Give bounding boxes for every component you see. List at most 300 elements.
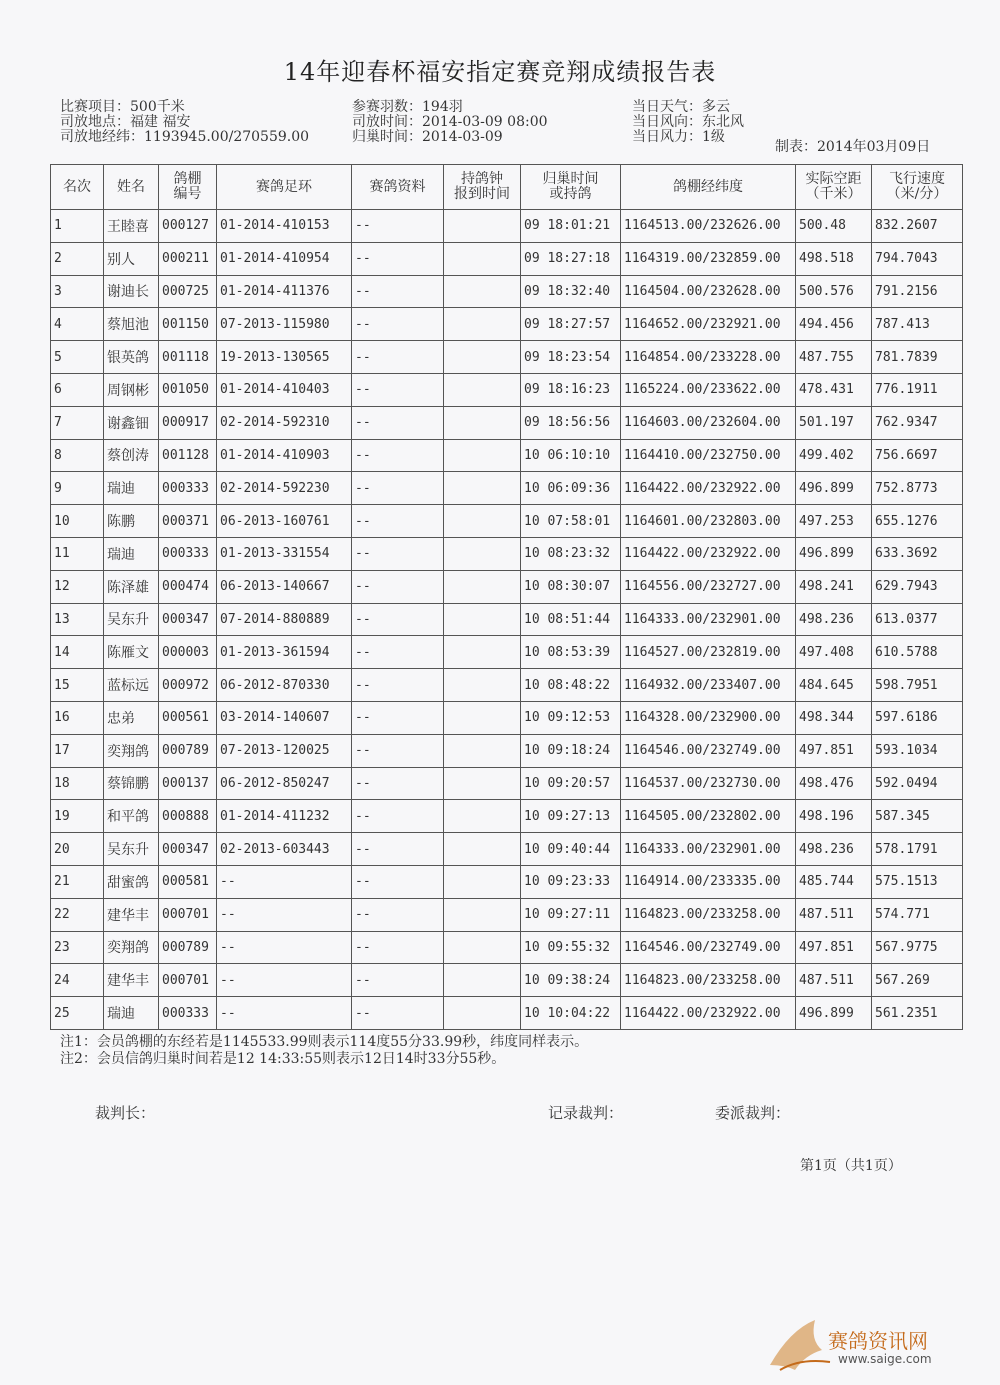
table-cell: 02-2014-592310	[217, 406, 352, 439]
table-cell: 5	[51, 341, 104, 374]
table-cell: 01-2014-410954	[217, 242, 352, 275]
table-cell: 574.771	[872, 898, 963, 931]
table-cell: 001118	[159, 341, 217, 374]
table-cell: 000888	[159, 800, 217, 833]
table-cell: --	[352, 210, 444, 243]
signature-delegate: 委派裁判：	[715, 1104, 791, 1122]
table-cell: --	[352, 701, 444, 734]
table-cell: 10 09:27:11	[521, 898, 621, 931]
table-cell: 794.7043	[872, 242, 963, 275]
table-cell: 17	[51, 734, 104, 767]
table-cell: 1164422.00/232922.00	[621, 537, 796, 570]
table-cell: 1164328.00/232900.00	[621, 701, 796, 734]
table-cell: 01-2014-411376	[217, 275, 352, 308]
table-cell: 10 09:40:44	[521, 833, 621, 866]
table-cell: 8	[51, 439, 104, 472]
table-cell	[444, 341, 521, 374]
table-cell: 1164652.00/232921.00	[621, 308, 796, 341]
table-cell: 494.456	[796, 308, 872, 341]
table-cell: --	[217, 865, 352, 898]
table-cell	[444, 636, 521, 669]
table-cell: 23	[51, 931, 104, 964]
table-cell: 000371	[159, 505, 217, 538]
table-cell: 629.7943	[872, 570, 963, 603]
table-cell: 498.236	[796, 603, 872, 636]
table-cell: 496.899	[796, 997, 872, 1030]
table-cell: --	[217, 997, 352, 1030]
table-cell: 498.476	[796, 767, 872, 800]
table-cell: 561.2351	[872, 997, 963, 1030]
table-cell	[444, 537, 521, 570]
table-cell	[444, 931, 521, 964]
table-cell: 4	[51, 308, 104, 341]
header-cell: 实际空距 （千米）	[796, 165, 872, 210]
table-cell: 10 09:23:33	[521, 865, 621, 898]
table-cell	[444, 373, 521, 406]
table-cell: 01-2014-410153	[217, 210, 352, 243]
table-cell: 10 07:58:01	[521, 505, 621, 538]
note-1: 注1：会员鸽棚的东经若是1145533.99则表示114度55分33.99秒，纬度同样表示。	[60, 1034, 589, 1050]
table-cell: 1164333.00/232901.00	[621, 833, 796, 866]
table-cell: 谢迪长	[104, 275, 159, 308]
table-cell: 498.196	[796, 800, 872, 833]
table-cell: 陈雁文	[104, 636, 159, 669]
table-cell: 06-2012-870330	[217, 669, 352, 702]
table-cell: 1164854.00/233228.00	[621, 341, 796, 374]
header-cell: 持鸽钟 报到时间	[444, 165, 521, 210]
table-cell: 1164601.00/232803.00	[621, 505, 796, 538]
table-cell: 500.576	[796, 275, 872, 308]
table-cell: 487.755	[796, 341, 872, 374]
table-row	[51, 800, 963, 833]
table-cell: --	[352, 669, 444, 702]
table-cell: 497.253	[796, 505, 872, 538]
table-cell: --	[352, 439, 444, 472]
table-cell: --	[352, 636, 444, 669]
table-cell: --	[217, 964, 352, 997]
table-cell: 587.345	[872, 800, 963, 833]
signature-chief: 裁判长：	[95, 1104, 156, 1122]
results-table	[50, 164, 963, 1030]
table-cell: 9	[51, 472, 104, 505]
table-cell: 593.1034	[872, 734, 963, 767]
table-cell: 597.6186	[872, 701, 963, 734]
table-cell: 01-2014-410903	[217, 439, 352, 472]
table-cell: 2	[51, 242, 104, 275]
table-cell: --	[352, 800, 444, 833]
table-row	[51, 833, 963, 866]
table-cell: --	[352, 833, 444, 866]
table-cell: 16	[51, 701, 104, 734]
table-cell: 1165224.00/233622.00	[621, 373, 796, 406]
header-cell: 姓名	[104, 165, 159, 210]
table-row	[51, 373, 963, 406]
table-cell: 000701	[159, 898, 217, 931]
watermark-name: 赛鸽资讯网	[828, 1329, 928, 1353]
table-cell: 10 09:55:32	[521, 931, 621, 964]
table-cell	[444, 898, 521, 931]
table-cell: 000581	[159, 865, 217, 898]
table-row	[51, 406, 963, 439]
meta-wind-force: 当日风力：1级	[632, 129, 725, 145]
table-cell	[444, 210, 521, 243]
table-cell: 10 09:38:24	[521, 964, 621, 997]
table-row	[51, 505, 963, 538]
table-cell: 瑞迪	[104, 997, 159, 1030]
table-cell: 613.0377	[872, 603, 963, 636]
table-cell: --	[352, 505, 444, 538]
table-cell: 22	[51, 898, 104, 931]
table-cell: --	[352, 931, 444, 964]
header-cell: 鸽棚经纬度	[621, 165, 796, 210]
table-cell: 蔡旭池	[104, 308, 159, 341]
table-row	[51, 701, 963, 734]
table-row	[51, 865, 963, 898]
table-cell: 498.241	[796, 570, 872, 603]
table-cell: 575.1513	[872, 865, 963, 898]
table-cell: 496.899	[796, 472, 872, 505]
table-cell: 1164823.00/233258.00	[621, 964, 796, 997]
table-cell: 655.1276	[872, 505, 963, 538]
table-cell: --	[352, 242, 444, 275]
signature-recorder: 记录裁判：	[548, 1104, 624, 1122]
table-cell	[444, 767, 521, 800]
table-cell: 578.1791	[872, 833, 963, 866]
table-row	[51, 603, 963, 636]
table-cell	[444, 833, 521, 866]
table-cell: 567.9775	[872, 931, 963, 964]
table-cell: --	[352, 767, 444, 800]
table-cell: 甜蜜鸽	[104, 865, 159, 898]
table-cell: 7	[51, 406, 104, 439]
table-cell: 蔡创涛	[104, 439, 159, 472]
table-cell: 02-2013-603443	[217, 833, 352, 866]
table-cell: 09 18:32:40	[521, 275, 621, 308]
table-cell: 瑞迪	[104, 472, 159, 505]
table-cell: 瑞迪	[104, 537, 159, 570]
table-cell: --	[352, 275, 444, 308]
table-cell: 忠弟	[104, 701, 159, 734]
table-cell: 000003	[159, 636, 217, 669]
table-cell: 11	[51, 537, 104, 570]
table-cell: 000127	[159, 210, 217, 243]
table-cell: 10 09:27:13	[521, 800, 621, 833]
table-cell: 01-2014-411232	[217, 800, 352, 833]
table-cell: --	[352, 603, 444, 636]
table-cell: 别人	[104, 242, 159, 275]
page-number: 第1页（共1页）	[800, 1158, 902, 1174]
table-cell: 498.518	[796, 242, 872, 275]
table-row	[51, 210, 963, 243]
table-cell: 000561	[159, 701, 217, 734]
table-row	[51, 275, 963, 308]
table-cell: --	[217, 931, 352, 964]
meta-wind-direction: 当日风向：东北风	[632, 114, 744, 130]
table-cell: 791.2156	[872, 275, 963, 308]
table-cell: 1164546.00/232749.00	[621, 734, 796, 767]
table-cell: 487.511	[796, 898, 872, 931]
table-cell	[444, 242, 521, 275]
table-cell: 000474	[159, 570, 217, 603]
table-cell: 陈泽雄	[104, 570, 159, 603]
table-row	[51, 767, 963, 800]
table-cell: 09 18:16:23	[521, 373, 621, 406]
table-cell: 陈鹏	[104, 505, 159, 538]
table-cell: 1164333.00/232901.00	[621, 603, 796, 636]
table-cell: 496.899	[796, 537, 872, 570]
table-cell: 周钢彬	[104, 373, 159, 406]
table-row	[51, 931, 963, 964]
table-cell: 000333	[159, 537, 217, 570]
table-row	[51, 242, 963, 275]
table-cell: 07-2013-115980	[217, 308, 352, 341]
notes	[60, 1034, 588, 1068]
table-cell	[444, 275, 521, 308]
table-cell: 000789	[159, 931, 217, 964]
table-cell: --	[217, 898, 352, 931]
header-cell: 归巢时间 或持鸽	[521, 165, 621, 210]
table-cell: 1164527.00/232819.00	[621, 636, 796, 669]
table-cell: --	[352, 865, 444, 898]
table-cell: 吴东升	[104, 833, 159, 866]
table-row	[51, 964, 963, 997]
table-cell: 3	[51, 275, 104, 308]
table-cell: 01-2014-410403	[217, 373, 352, 406]
table-cell: --	[352, 406, 444, 439]
table-cell: 吴东升	[104, 603, 159, 636]
table-row	[51, 636, 963, 669]
table-cell: 02-2014-592230	[217, 472, 352, 505]
table-cell: 478.431	[796, 373, 872, 406]
table-cell: 000347	[159, 833, 217, 866]
table-cell: 建华丰	[104, 964, 159, 997]
table-cell: 000725	[159, 275, 217, 308]
table-cell: --	[352, 570, 444, 603]
table-cell: 633.3692	[872, 537, 963, 570]
table-cell: 499.402	[796, 439, 872, 472]
table-cell: --	[352, 997, 444, 1030]
table-cell: 03-2014-140607	[217, 701, 352, 734]
table-cell: --	[352, 964, 444, 997]
table-cell: 奕翔鸽	[104, 734, 159, 767]
table-cell: 762.9347	[872, 406, 963, 439]
meta-col-3	[632, 100, 744, 145]
table-cell: 10 08:48:22	[521, 669, 621, 702]
table-body	[51, 210, 963, 1030]
table-cell: 10 08:51:44	[521, 603, 621, 636]
table-cell	[444, 406, 521, 439]
table-cell: 07-2014-880889	[217, 603, 352, 636]
table-cell: 000333	[159, 472, 217, 505]
meta-entries: 参赛羽数：194羽	[352, 99, 463, 115]
table-cell: 498.236	[796, 833, 872, 866]
table-cell: 6	[51, 373, 104, 406]
table-cell: 000137	[159, 767, 217, 800]
table-cell	[444, 472, 521, 505]
table-cell: 13	[51, 603, 104, 636]
table-cell: 10 09:18:24	[521, 734, 621, 767]
table-cell	[444, 997, 521, 1030]
meta-weather: 当日天气：多云	[632, 99, 730, 115]
meta-release-coords: 司放地经纬：1193945.00/270559.00	[60, 129, 310, 145]
table-cell: 1164823.00/233258.00	[621, 898, 796, 931]
table-cell: 1164932.00/233407.00	[621, 669, 796, 702]
table-cell: 09 18:27:57	[521, 308, 621, 341]
table-cell	[444, 800, 521, 833]
table-cell: 752.8773	[872, 472, 963, 505]
table-cell: 497.851	[796, 734, 872, 767]
table-cell: 1164319.00/232859.00	[621, 242, 796, 275]
table-row	[51, 570, 963, 603]
table-row	[51, 439, 963, 472]
table-cell: --	[352, 308, 444, 341]
table-cell: 497.851	[796, 931, 872, 964]
table-cell: 832.2607	[872, 210, 963, 243]
table-cell: 14	[51, 636, 104, 669]
report-title: 14年迎春杯福安指定赛竞翔成绩报告表	[283, 58, 717, 86]
table-cell	[444, 701, 521, 734]
table-cell: --	[352, 898, 444, 931]
table-row	[51, 341, 963, 374]
table-cell: --	[352, 537, 444, 570]
table-cell: 000333	[159, 997, 217, 1030]
table-cell: 1164410.00/232750.00	[621, 439, 796, 472]
table-cell: 001128	[159, 439, 217, 472]
watermark-url: www.saige.com	[838, 1352, 932, 1366]
table-cell: 10 10:04:22	[521, 997, 621, 1030]
table-cell: 18	[51, 767, 104, 800]
table-row	[51, 669, 963, 702]
table-cell: 776.1911	[872, 373, 963, 406]
table-cell: 10 08:23:32	[521, 537, 621, 570]
table-cell: 1164504.00/232628.00	[621, 275, 796, 308]
table-cell	[444, 308, 521, 341]
table-cell: 000701	[159, 964, 217, 997]
table-cell: 建华丰	[104, 898, 159, 931]
table-cell: 10	[51, 505, 104, 538]
table-cell: 500.48	[796, 210, 872, 243]
table-row	[51, 898, 963, 931]
table-cell: 1164537.00/232730.00	[621, 767, 796, 800]
table-cell: 21	[51, 865, 104, 898]
table-cell: 09 18:23:54	[521, 341, 621, 374]
table-cell: 09 18:27:18	[521, 242, 621, 275]
header-cell: 鸽棚 编号	[159, 165, 217, 210]
table-cell: 001150	[159, 308, 217, 341]
table-cell: 06-2013-140667	[217, 570, 352, 603]
table-cell: 24	[51, 964, 104, 997]
table-cell: 000211	[159, 242, 217, 275]
table-cell: --	[352, 734, 444, 767]
table-cell	[444, 603, 521, 636]
table-cell: 1164505.00/232802.00	[621, 800, 796, 833]
header-cell: 赛鸽足环	[217, 165, 352, 210]
table-cell: 10 06:09:36	[521, 472, 621, 505]
table-header	[51, 165, 963, 210]
table-cell: 1164422.00/232922.00	[621, 997, 796, 1030]
table-row	[51, 308, 963, 341]
header-cell: 飞行速度 （米/分）	[872, 165, 963, 210]
table-cell	[444, 865, 521, 898]
table-row	[51, 734, 963, 767]
header-cell: 赛鸽资料	[352, 165, 444, 210]
table-cell	[444, 669, 521, 702]
meta-col-1	[60, 100, 309, 145]
table-cell: 06-2012-850247	[217, 767, 352, 800]
table-cell: 和平鸽	[104, 800, 159, 833]
table-row	[51, 997, 963, 1030]
table-cell: 06-2013-160761	[217, 505, 352, 538]
table-cell: 487.511	[796, 964, 872, 997]
header-cell: 名次	[51, 165, 104, 210]
table-cell: 592.0494	[872, 767, 963, 800]
table-cell: 10 09:20:57	[521, 767, 621, 800]
table-cell: 银英鸽	[104, 341, 159, 374]
table-cell	[444, 505, 521, 538]
table-cell: 20	[51, 833, 104, 866]
table-cell: 1164513.00/232626.00	[621, 210, 796, 243]
meta-made-date: 制表：2014年03月09日	[775, 139, 931, 155]
table-cell	[444, 439, 521, 472]
table-cell: 567.269	[872, 964, 963, 997]
table-cell	[444, 734, 521, 767]
table-cell: 1164422.00/232922.00	[621, 472, 796, 505]
table-cell: 19	[51, 800, 104, 833]
note-2: 注2：会员信鸽归巢时间若是12 14:33:55则表示12日14时33分55秒。	[60, 1051, 506, 1067]
table-cell: --	[352, 341, 444, 374]
table-cell: 1164603.00/232604.00	[621, 406, 796, 439]
table-cell: 000972	[159, 669, 217, 702]
table-cell: 蔡锦鹏	[104, 767, 159, 800]
table-row	[51, 472, 963, 505]
table-cell: 07-2013-120025	[217, 734, 352, 767]
table-cell: 10 08:30:07	[521, 570, 621, 603]
table-cell: 610.5788	[872, 636, 963, 669]
table-cell: 1164556.00/232727.00	[621, 570, 796, 603]
table-cell: 1164546.00/232749.00	[621, 931, 796, 964]
table-cell: 484.645	[796, 669, 872, 702]
table-cell: 1	[51, 210, 104, 243]
table-cell: 09 18:01:21	[521, 210, 621, 243]
table-cell: 15	[51, 669, 104, 702]
table-cell: 01-2013-361594	[217, 636, 352, 669]
table-cell: 501.197	[796, 406, 872, 439]
table-cell: 787.413	[872, 308, 963, 341]
table-cell: 25	[51, 997, 104, 1030]
table-cell: 01-2013-331554	[217, 537, 352, 570]
table-cell: 09 18:56:56	[521, 406, 621, 439]
table-cell: 12	[51, 570, 104, 603]
table-cell: 781.7839	[872, 341, 963, 374]
table-cell: 497.408	[796, 636, 872, 669]
table-cell: 000789	[159, 734, 217, 767]
table-cell: --	[352, 373, 444, 406]
meta-return-time: 归巢时间：2014-03-09	[352, 129, 503, 145]
table-cell: 485.744	[796, 865, 872, 898]
table-cell: 19-2013-130565	[217, 341, 352, 374]
table-cell: --	[352, 472, 444, 505]
meta-col-2	[352, 100, 548, 145]
meta-release-time: 司放时间：2014-03-09 08:00	[352, 114, 548, 130]
table-cell: 000347	[159, 603, 217, 636]
meta-event: 比赛项目：500千米	[60, 99, 185, 115]
table-cell: 奕翔鸽	[104, 931, 159, 964]
table-cell	[444, 964, 521, 997]
table-cell: 498.344	[796, 701, 872, 734]
table-cell: 598.7951	[872, 669, 963, 702]
table-cell: 001050	[159, 373, 217, 406]
table-cell: 756.6697	[872, 439, 963, 472]
